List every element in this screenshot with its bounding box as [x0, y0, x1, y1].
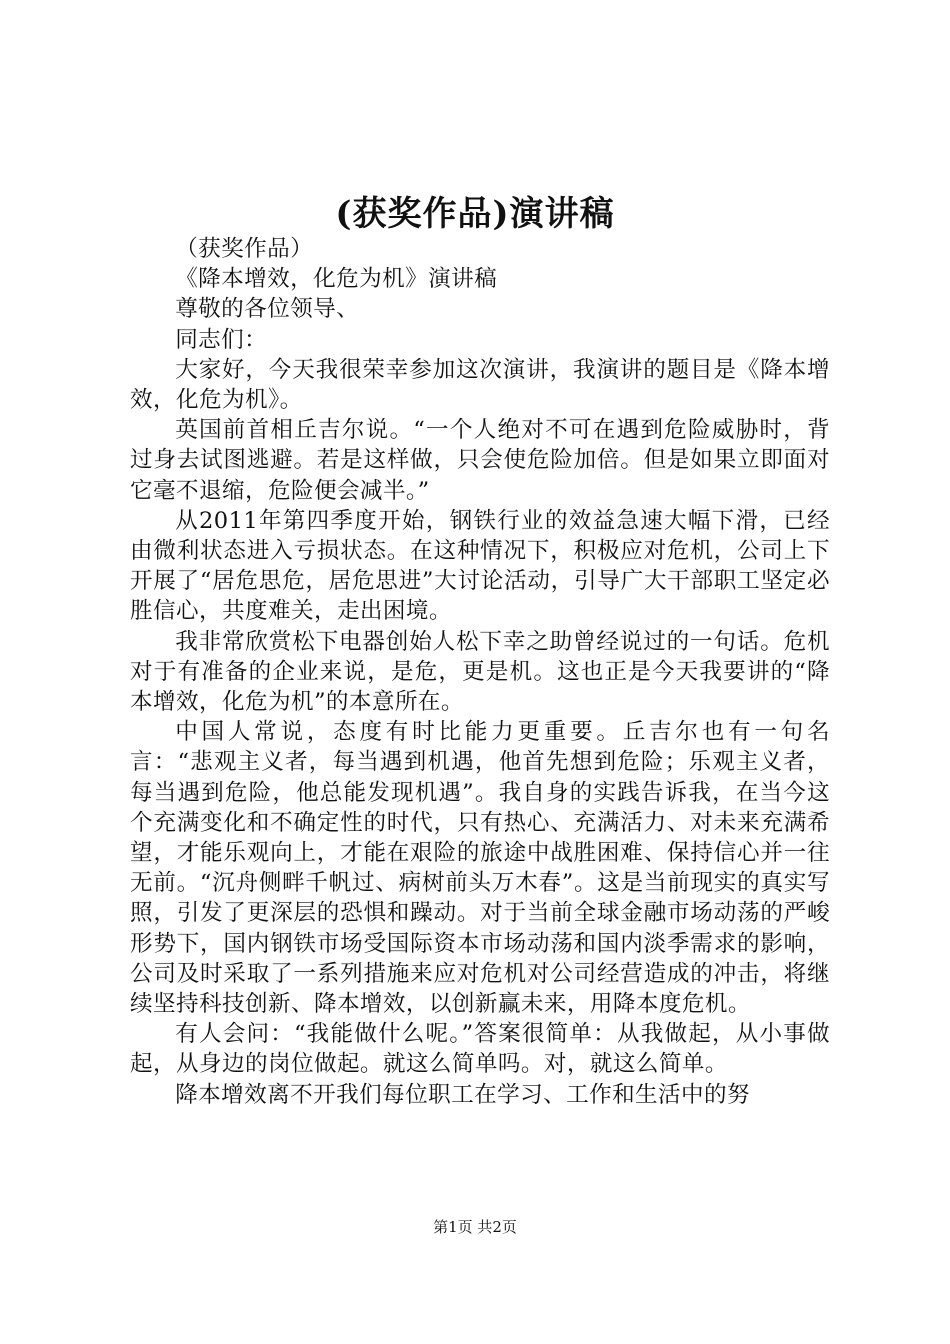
document-title: (获奖作品)演讲稿 [335, 194, 615, 234]
paragraph: 我非常欣赏松下电器创始人松下幸之助曾经说过的一句话。危机对于有准备的企业来说，是危，更是机。这也正是今天我要讲的“降本增效，化危为机”的本意所在。 [130, 628, 830, 716]
paragraph: 尊敬的各位领导、 [175, 296, 360, 323]
paragraph: 英国前首相丘吉尔说。“一个人绝对不可在遇到危险威胁时，背过身去试图逃避。若是这样做，只会使危险加倍。但是如果立即面对它毫不退缩，危险便会减半。” [130, 417, 831, 504]
paragraph: 《降本增效，化危为机》演讲稿 [175, 266, 498, 293]
paragraph: 有人会问：“我能做什么呢。”答案很简单：从我做起，从小事做起，从身边的岗位做起。就这么简单吗。对，就这么简单。 [130, 1021, 830, 1078]
paragraph: （获奖作品） [175, 236, 314, 262]
paragraph: 中国人常说，态度有时比能力更重要。丘吉尔也有一句名言：“悲观主义者，每当遇到机遇，他首先想到危险；乐观主义者，每当遇到危险，他总能发现机遇”。我自身的实践告诉我，在当今这个充满变化和不确定性的时代，只有热心、充满活力、对未来充满希望，才能乐观向上，才能在艰险的旅途中战胜困难、保持信心并一往无前。“沉舟侧畔千帆过、病树前头万木春”。这是当前现实的真实写照，引发了更深层的恐惧和躁动。对于当前全球金融市场动荡的严峻形势下，国内钢铁市场受国际资本市场动荡和国内淡季需求的影响，公司及时采取了一系列措施来应对危机对公司经营造成的冲击，将继续坚持科技创新、降本增效，以创新赢未来，用降本度危机。 [130, 719, 830, 1018]
paragraph: 同志们： [175, 326, 268, 353]
page-number-footer: 第1页 共2页 [433, 1218, 517, 1236]
paragraph: 降本增效离不开我们每位职工在学习、工作和生活中的努 [175, 1081, 751, 1108]
paragraph: 大家好，今天我很荣幸参加这次演讲，我演讲的题目是《降本增效，化危为机》。 [130, 356, 830, 414]
paragraph: 从2011年第四季度开始，钢铁行业的效益急速大幅下滑，已经由微利状态进入亏损状态。在这种情况下，积极应对危机，公司上下开展了“居危思危，居危思进”大讨论活动，引导广大干部职工坚定必胜信心，共度难关，走出困境。 [130, 507, 830, 625]
document-body [130, 234, 830, 1110]
